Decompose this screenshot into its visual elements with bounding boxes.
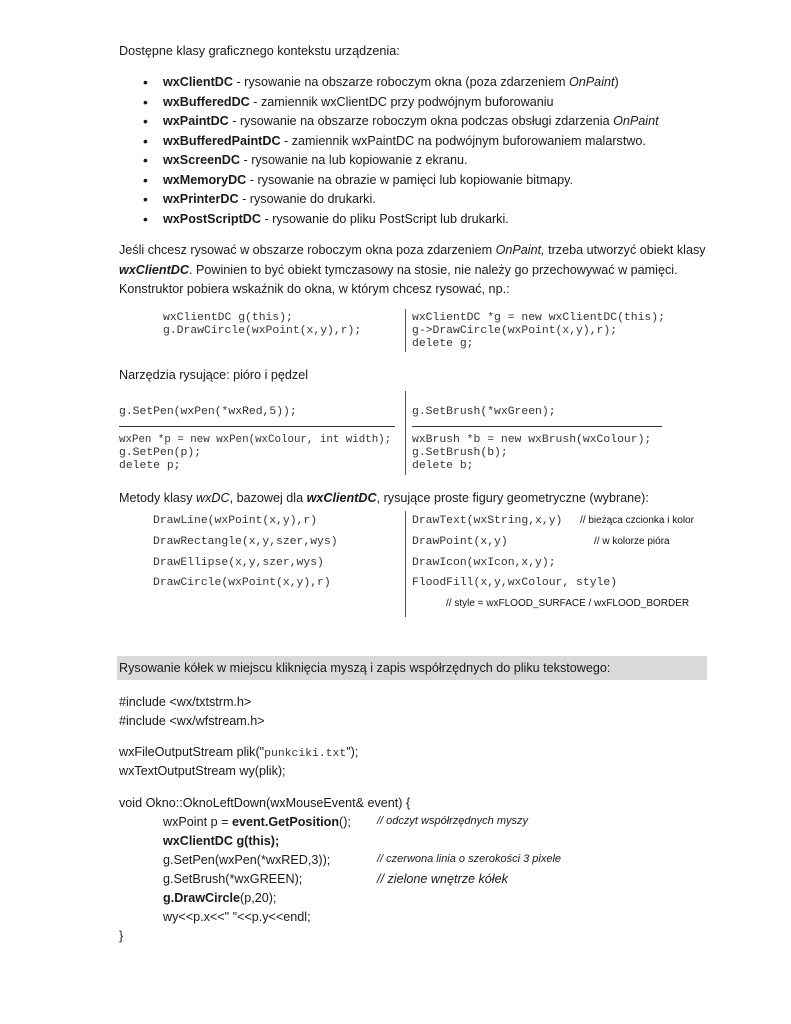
list-item: wxPaintDC - rysowanie na obszarze roboczym okna podczas obsługi zdarzenia OnPaint bbox=[163, 114, 659, 128]
code-line: DrawLine(wxPoint(x,y),r) bbox=[153, 515, 318, 527]
code-comment: // zielone wnętrze kółek bbox=[377, 872, 508, 886]
bullet-icon: • bbox=[143, 172, 148, 188]
code-statement: g.SetBrush(*wxGREEN); bbox=[163, 872, 303, 886]
list-item: wxClientDC - rysowanie na obszarze roboczym okna (poza zdarzeniem OnPaint) bbox=[163, 75, 619, 89]
code-comment: // bieżąca czcionka i kolor bbox=[580, 515, 694, 526]
code-line: delete g; bbox=[412, 338, 474, 350]
list-item: wxPostScriptDC - rysowanie do pliku PostScript lub drukarki. bbox=[163, 212, 509, 226]
code-line: delete b; bbox=[412, 460, 474, 472]
code-line: DrawPoint(x,y) bbox=[412, 536, 508, 548]
code-line: DrawEllipse(x,y,szer,wys) bbox=[153, 557, 324, 569]
bullet-icon: • bbox=[143, 133, 148, 149]
stream-line: wxFileOutputStream plik("punkciki.txt"); bbox=[119, 745, 359, 760]
list-item: wxBufferedPaintDC - zamiennik wxPaintDC na podwójnym buforowaniem malarstwo. bbox=[163, 134, 646, 148]
code-comment: // w kolorze pióra bbox=[594, 536, 670, 547]
paragraph-line: Konstruktor pobiera wskaźnik do okna, w którym chcesz rysować, np.: bbox=[119, 282, 510, 296]
include-line: #include <wx/wfstream.h> bbox=[119, 714, 265, 728]
code-comment: // odczyt współrzędnych myszy bbox=[377, 815, 528, 827]
column-divider bbox=[405, 309, 406, 352]
code-statement: wxClientDC g(this); bbox=[163, 834, 280, 848]
separator-line bbox=[119, 426, 395, 427]
code-line: g->DrawCircle(wxPoint(x,y),r); bbox=[412, 325, 618, 337]
tools-heading: Narzędzia rysujące: pióro i pędzel bbox=[119, 368, 308, 382]
bullet-icon: • bbox=[143, 94, 148, 110]
code-line: g.SetBrush(b); bbox=[412, 447, 508, 459]
bullet-icon: • bbox=[143, 191, 148, 207]
code-line: wxPen *p = new wxPen(wxColour, int width); bbox=[119, 434, 392, 446]
list-item: wxBufferedDC - zamiennik wxClientDC przy podwójnym buforowaniu bbox=[163, 95, 554, 109]
code-line: wxClientDC g(this); bbox=[163, 312, 293, 324]
methods-heading: Metody klasy wxDC, bazowej dla wxClientDC, rysujące proste figury geometryczne (wybrane): bbox=[119, 491, 649, 505]
example-heading: Rysowanie kółek w miejscu kliknięcia myszą i zapis współrzędnych do pliku tekstowego: bbox=[119, 661, 611, 675]
code-line: wxBrush *b = new wxBrush(wxColour); bbox=[412, 434, 652, 446]
list-item: wxMemoryDC - rysowanie na obrazie w pamięci lub kopiowanie bitmapy. bbox=[163, 173, 573, 187]
stream-line: wxTextOutputStream wy(plik); bbox=[119, 764, 286, 778]
code-statement: wy<<p.x<<" "<<p.y<<endl; bbox=[163, 910, 311, 924]
code-line: g.SetPen(p); bbox=[119, 447, 202, 459]
separator-line bbox=[412, 426, 662, 427]
paragraph-line: Jeśli chcesz rysować w obszarze roboczym okna poza zdarzeniem OnPaint, trzeba utworzyć obiekt klasy bbox=[119, 243, 706, 257]
bullet-icon: • bbox=[143, 74, 148, 90]
list-item: wxScreenDC - rysowanie na lub kopiowanie z ekranu. bbox=[163, 153, 468, 167]
intro-text: Dostępne klasy graficznego kontekstu urządzenia: bbox=[119, 44, 400, 58]
code-statement: g.DrawCircle(p,20); bbox=[163, 891, 277, 905]
code-line: delete p; bbox=[119, 460, 181, 472]
column-divider bbox=[405, 391, 406, 475]
function-close-brace: } bbox=[119, 929, 124, 943]
code-line: DrawText(wxString,x,y) bbox=[412, 515, 563, 527]
code-line: wxClientDC *g = new wxClientDC(this); bbox=[412, 312, 665, 324]
code-line: FloodFill(x,y,wxColour, style) bbox=[412, 577, 618, 589]
bullet-icon: • bbox=[143, 211, 148, 227]
code-line: DrawRectangle(x,y,szer,wys) bbox=[153, 536, 338, 548]
bullet-icon: • bbox=[143, 113, 148, 129]
code-line: g.SetPen(wxPen(*wxRed,5)); bbox=[119, 406, 297, 418]
list-item: wxPrinterDC - rysowanie do drukarki. bbox=[163, 192, 376, 206]
include-line: #include <wx/txtstrm.h> bbox=[119, 695, 252, 709]
code-line: DrawIcon(wxIcon,x,y); bbox=[412, 557, 556, 569]
code-statement: g.SetPen(wxPen(*wxRED,3)); bbox=[163, 853, 331, 867]
column-divider bbox=[405, 511, 406, 617]
code-line: g.DrawCircle(wxPoint(x,y),r); bbox=[163, 325, 362, 337]
code-statement: wxPoint p = event.GetPosition(); bbox=[163, 815, 351, 829]
code-comment: // style = wxFLOOD_SURFACE / wxFLOOD_BORDER bbox=[446, 598, 690, 609]
code-line: g.SetBrush(*wxGreen); bbox=[412, 406, 556, 418]
bullet-icon: • bbox=[143, 152, 148, 168]
function-signature: void Okno::OknoLeftDown(wxMouseEvent& event) { bbox=[119, 796, 411, 810]
code-line: DrawCircle(wxPoint(x,y),r) bbox=[153, 577, 331, 589]
code-comment: // czerwona linia o szerokości 3 pixele bbox=[377, 853, 562, 865]
paragraph-line: wxClientDC. Powinien to być obiekt tymczasowy na stosie, nie należy go przechowywać w pamięci. bbox=[119, 263, 678, 277]
